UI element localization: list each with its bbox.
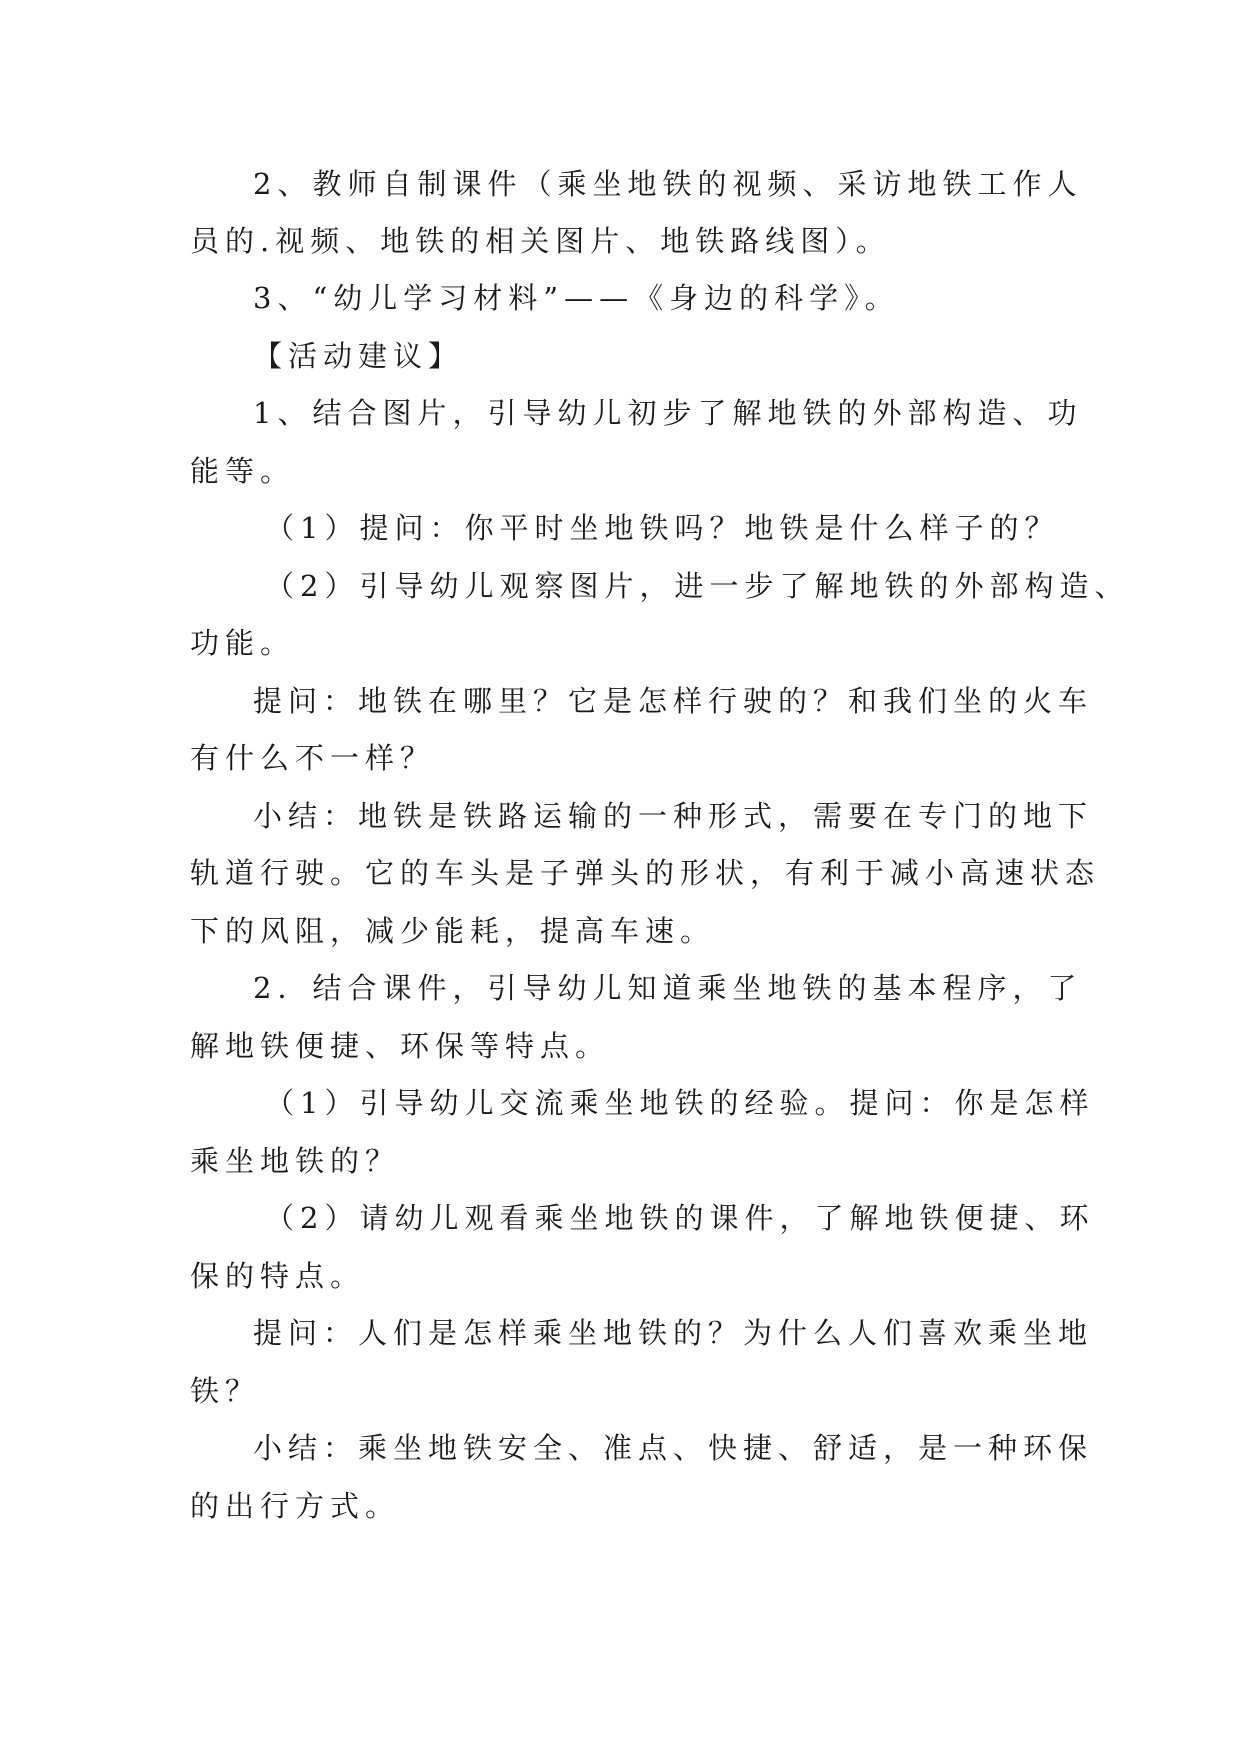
text-line: 铁？: [190, 1374, 261, 1408]
text-line: 2、教师自制课件（乘坐地铁的视频、采访地铁工作人: [253, 167, 1083, 201]
text-line: 员的.视频、地铁的相关图片、地铁路线图）。: [190, 224, 891, 258]
text-line: 提问：人们是怎样乘坐地铁的？为什么人们喜欢乘坐地: [253, 1316, 1094, 1350]
text-line: 小结：地铁是铁路运输的一种形式，需要在专门的地下: [253, 799, 1094, 833]
text-line: 功能。: [190, 626, 296, 660]
text-line: （2）引导幼儿观察图片，进一步了解地铁的外部构造、: [265, 569, 1130, 603]
text-line: 提问：地铁在哪里？它是怎样行驶的？和我们坐的火车: [253, 684, 1094, 718]
text-line: 2．结合课件，引导幼儿知道乘坐地铁的基本程序，了: [253, 971, 1083, 1005]
section-heading: 【活动建议】: [253, 339, 464, 373]
text-line: 能等。: [190, 454, 296, 488]
text-line: 轨道行驶。它的车头是子弹头的形状，有利于减小高速状态: [190, 856, 1101, 890]
text-line: 小结：乘坐地铁安全、准点、快捷、舒适，是一种环保: [253, 1431, 1094, 1465]
text-line: 下的风阻，减少能耗，提高车速。: [190, 914, 716, 948]
text-line: （1）提问：你平时坐地铁吗？地铁是什么样子的？: [265, 511, 1060, 545]
text-line: （1）引导幼儿交流乘坐地铁的经验。提问：你是怎样: [265, 1086, 1095, 1120]
text-line: 乘坐地铁的？: [190, 1144, 401, 1178]
text-line: 解地铁便捷、环保等特点。: [190, 1029, 611, 1063]
text-line: 3、“幼儿学习材料”——《身边的科学》。: [253, 281, 900, 315]
text-line: 的出行方式。: [190, 1489, 401, 1523]
text-line: （2）请幼儿观看乘坐地铁的课件，了解地铁便捷、环: [265, 1201, 1095, 1235]
text-line: 有什么不一样？: [190, 741, 436, 775]
text-line: 保的特点。: [190, 1259, 366, 1293]
text-line: 1、结合图片，引导幼儿初步了解地铁的外部构造、功: [253, 396, 1083, 430]
